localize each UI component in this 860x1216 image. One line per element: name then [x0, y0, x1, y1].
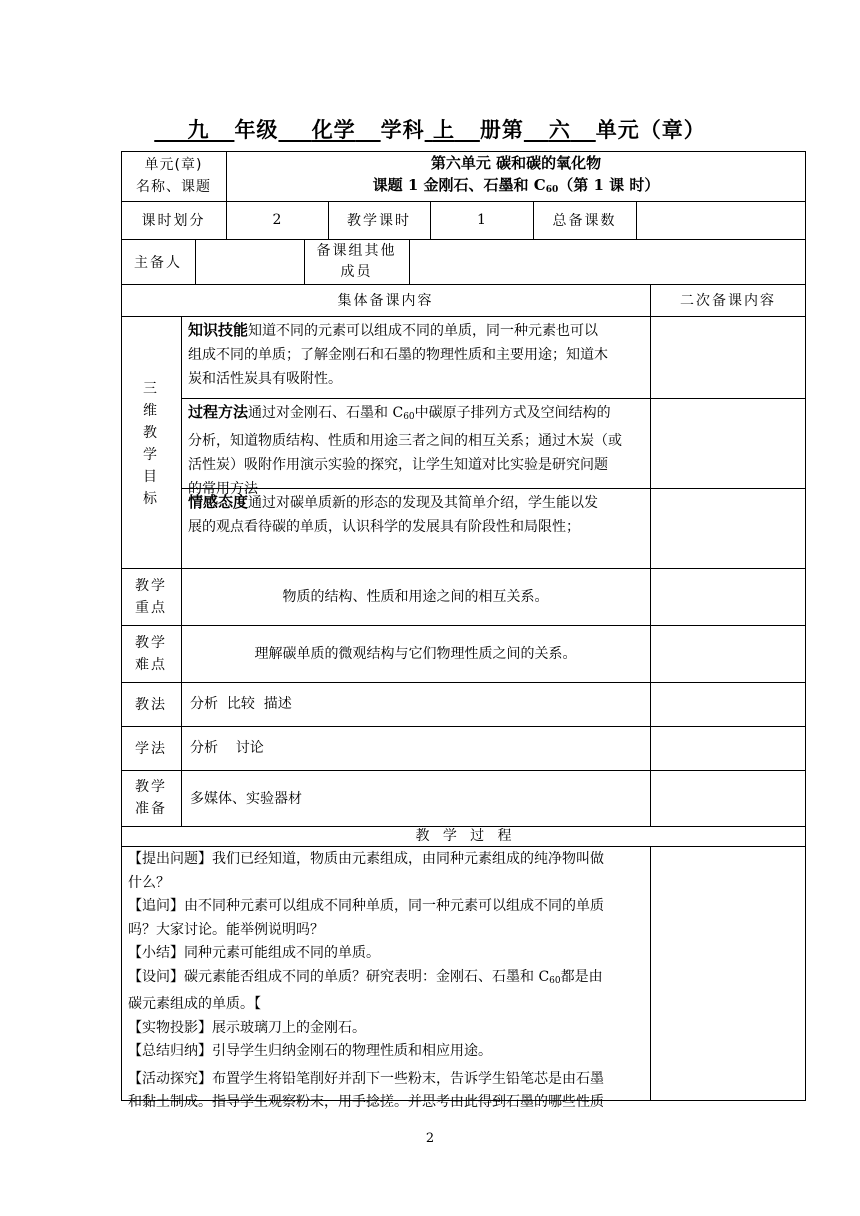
grade-value: 九 — [187, 117, 210, 142]
difficulty-label-line: 难点 — [135, 656, 167, 673]
collective-header: 集体备课内容 — [337, 293, 434, 309]
objectives-label — [121, 378, 181, 510]
process-line-sub: 60 — [403, 412, 415, 422]
knowledge-objective — [188, 318, 648, 391]
process-line: 活性炭）吸附作用演示实验的探究，让学生知道对比实验是研究问题 — [188, 457, 608, 473]
key-point-label — [121, 568, 181, 625]
process-paragraph-line: 吗？大家讨论。能举例说明吗？ — [128, 921, 324, 938]
preparer-value — [195, 239, 304, 284]
document-heading — [0, 114, 860, 144]
process-title: 过程方法 — [188, 403, 249, 421]
process-objective — [188, 400, 648, 501]
preparer-label: 主备人 — [134, 254, 182, 271]
secondary-header: 二次备课内容 — [680, 293, 776, 309]
attitude-line: 通过对碳单质新的形态的发现及其简单介绍，学生能以发 — [248, 495, 599, 511]
difficulty-label-line: 教学 — [135, 634, 167, 651]
hours-label: 课时划分 — [141, 213, 206, 229]
page-number: 2 — [425, 1131, 435, 1146]
objectives-char: 目 — [143, 469, 159, 485]
process-line: 的常用方法 — [188, 481, 258, 497]
row-divider — [181, 398, 806, 399]
process-paragraph-line: 【设问】碳元素能否组成不同的单质？研究表明：金刚石、石墨和 $C_{60}$都是由 — [128, 968, 603, 986]
key-point-label-line: 重点 — [135, 599, 167, 616]
knowledge-title: 知识技能 — [188, 321, 249, 339]
process-paragraph-line: 【总结归纳】引导学生归纳金刚石的物理性质和相应用途。 — [128, 1043, 492, 1059]
total-label: 总备课数 — [552, 213, 617, 229]
teach-hours-label: 教学课时 — [347, 213, 411, 229]
prep-label — [121, 770, 181, 826]
unit-value: 六 — [548, 117, 571, 142]
attitude-title: 情感态度 — [188, 493, 249, 511]
difficulty-text: 理解碳单质的微观结构与它们物理性质之间的关系。 — [254, 645, 577, 662]
process-paragraph-line: 碳元素组成的单质。【 — [128, 996, 261, 1012]
process-paragraph-line: 【实物投影】展示玻璃刀上的金刚石。 — [128, 1019, 366, 1036]
objectives-char: 学 — [143, 447, 159, 463]
others-label-line2: 成员 — [340, 263, 373, 280]
key-point-label-line: 教学 — [135, 577, 167, 594]
process-line: 中碳原子排列方式及空间结构的 — [414, 405, 611, 421]
unit-title — [226, 151, 806, 201]
grade-label: 年级 — [234, 117, 279, 142]
subject-label: 学科 — [380, 117, 425, 142]
process-paragraph-line: 和黏土制成。指导学生观察粉末，用手捻搓。并思考由此得到石墨的哪些性质 — [128, 1094, 604, 1110]
method-label: 教法 — [135, 697, 167, 713]
unit-title-line2: 课题 1 金刚石、石墨和 $C_{60}$（第 1 课 时） — [372, 175, 660, 195]
process-paragraph-line: 什么？ — [128, 874, 170, 891]
row-divider — [121, 770, 806, 771]
unit-label-line2: 名称、课题 — [136, 179, 211, 195]
process-header: 教 学 过 程 — [415, 828, 512, 844]
objectives-char: 三 — [143, 381, 159, 397]
process-paragraph-line: 【提出问题】我们已经知道，物质由元素组成，由同种元素组成的纯净物叫做 — [128, 851, 604, 867]
attitude-line: 展的观点看待碳的单质，认识科学的发展具有阶段性和局限性； — [188, 519, 580, 535]
knowledge-line: 组成不同的单质；了解金刚石和石墨的物理性质和主要用途；知道木 — [188, 347, 608, 363]
unit-label-line1: 单元(章) — [144, 157, 203, 173]
process-paragraph-line: 【活动探究】布置学生将铅笔削好并刮下一些粉末，告诉学生铅笔芯是由石墨 — [128, 1070, 604, 1087]
unit-title-line1: 第六单元 碳和碳的氧化物 — [430, 153, 602, 172]
col-divider — [650, 846, 651, 1101]
hours-value: 2 — [272, 212, 282, 228]
row-divider — [121, 846, 806, 847]
process-line: 通过对金刚石、石墨和 C — [248, 405, 404, 421]
others-value — [409, 239, 806, 284]
prep-label-line: 教学 — [135, 779, 167, 795]
process-line: 分析，知道物质结构、性质和用途三者之间的相互关系；通过木炭（或 — [188, 433, 622, 449]
knowledge-line: 知道不同的元素可以组成不同的单质，同一种元素也可以 — [248, 323, 599, 339]
unit-title-label — [121, 151, 226, 201]
study-text: 分析 讨论 — [190, 740, 264, 756]
unit-label: 单元（章） — [595, 117, 706, 142]
volume-label: 册第 — [479, 117, 524, 142]
objectives-char: 维 — [143, 403, 159, 419]
method-text: 分析 比较 描述 — [190, 696, 292, 712]
study-label: 学法 — [135, 741, 167, 757]
process-paragraph-line: 【小结】同种元素可能组成不同的单质。 — [128, 945, 380, 961]
process-paragraph-line: 【追问】由不同种元素可以组成不同种单质，同一种元素可以组成不同的单质 — [128, 898, 604, 914]
others-label-line1: 备课组其他 — [316, 242, 397, 259]
teaching-process — [128, 848, 648, 1115]
volume-value: 上 — [432, 117, 455, 142]
teach-hours-value: 1 — [477, 212, 486, 228]
col-divider — [650, 284, 651, 826]
prep-text: 多媒体、实验器材 — [190, 791, 302, 807]
row-divider — [121, 726, 806, 727]
key-point-text: 物质的结构、性质和用途之间的相互关系。 — [282, 588, 549, 605]
objectives-char: 教 — [143, 425, 159, 441]
row-divider — [121, 682, 806, 683]
knowledge-line: 炭和活性炭具有吸附性。 — [188, 371, 342, 387]
others-label — [304, 239, 409, 284]
prep-label-line: 准备 — [135, 801, 167, 817]
subject-value: 化学 — [311, 117, 356, 142]
difficulty-label — [121, 625, 181, 682]
attitude-objective — [188, 490, 648, 539]
total-value — [636, 201, 806, 239]
row-divider — [121, 316, 806, 317]
objectives-char: 标 — [143, 491, 159, 507]
